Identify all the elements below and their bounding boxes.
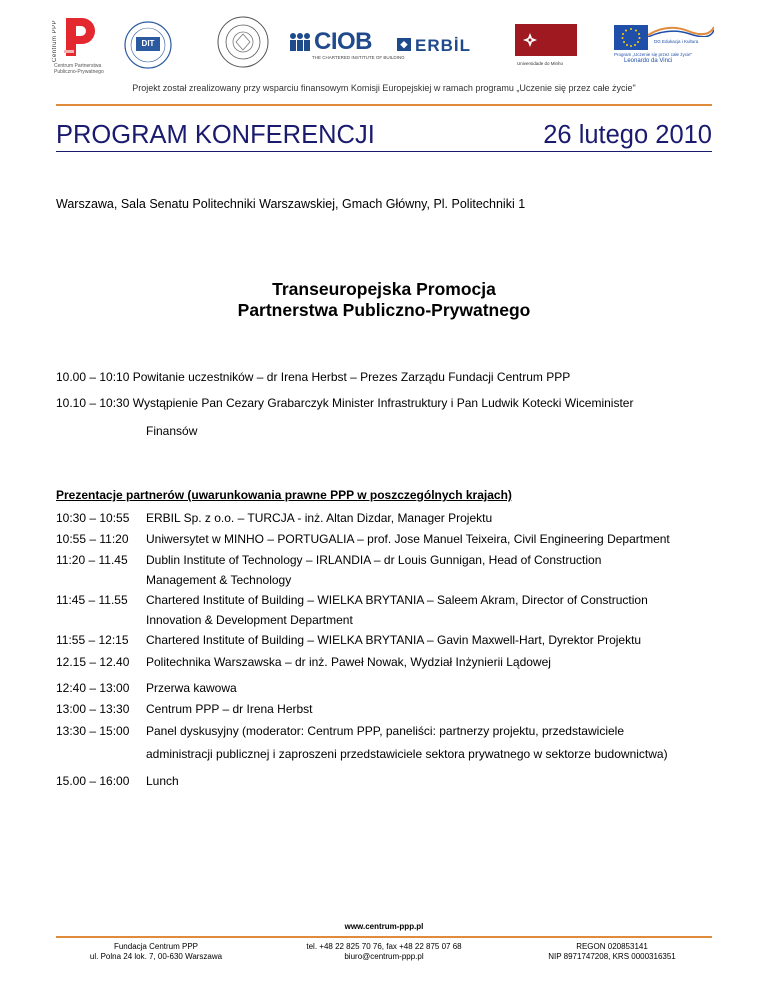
funding-note: Projekt został zrealizowany przy wsparciu finansowym Komisji Europejskiej w ramach programu „Uczenie się przez całe życie" [132,83,636,93]
eu-text-line3: Leonardo da Vinci [624,58,673,64]
schedule-desc: Chartered Institute of Building – WIELKA BRYTANIA – Gavin Maxwell-Hart, Dyrektor Projektu [146,633,642,647]
schedule-desc: Centrum PPP – dr Irena Herbst [146,702,313,716]
agenda-item-welcome: 10.00 – 10:10 Powitanie uczestników – dr Irena Herbst – Prezes Zarządu Fundacji Centrum PPP [56,370,571,384]
conference-title-line2: Partnerstwa Publiczno-Prywatnego [237,300,531,320]
section-heading: Prezentacje partnerów (uwarunkowania prawne PPP w poszczególnych krajach) [56,488,512,502]
erbil-logo [397,36,497,56]
header-divider [56,104,712,106]
pw-seal-icon [216,15,270,69]
agenda-item-speech: 10.10 – 10:30 Wystąpienie Pan Cezary Grabarczyk Minister Infrastruktury i Pan Ludwik Kotecki Wiceminister [56,396,634,410]
schedule-desc-cont: administracji publicznej i zaproszeni przedstawiciele sektora prywatnego w sektorze budownictwa) [146,747,668,761]
footer-registry [512,942,712,962]
erbil-mark-icon: ◆ [397,38,411,51]
footer-regon: REGON 020853141 [576,942,648,951]
erbil-text: ERBİL [415,36,471,55]
dit-logo [123,20,173,70]
ciob-subtitle: THE CHARTERED INSTITUTE OF BUILDING [312,55,405,60]
ciob-text: CIOB [314,28,372,55]
schedule-desc-cont: Innovation & Development Department [146,613,353,627]
eu-text-line1: DG Edukacja i Kultura [654,39,699,44]
schedule-desc: Panel dyskusyjny (moderator: Centrum PPP, paneliści: partnerzy projektu, przedstawiciele [146,724,624,738]
schedule-desc: Chartered Institute of Building – WIELKA BRYTANIA – Saleem Akram, Director of Construction [146,593,648,607]
schedule-time: 11:20 – 11.45 [56,553,128,567]
ciob-logo [288,28,405,62]
schedule-desc: Uniwersytet w MINHO – PORTUGALIA – prof. Jose Manuel Teixeira, Civil Engineering Department [146,532,670,546]
schedule-time: 10:55 – 11:20 [56,532,129,546]
footer-divider [56,936,712,938]
schedule-desc-cont: Management & Technology [146,573,292,587]
schedule-desc: Przerwa kawowa [146,681,237,695]
schedule-time: 11:55 – 12:15 [56,633,129,647]
schedule-time: 15.00 – 16:00 [56,774,130,788]
footer-website: www.centrum-ppp.pl [344,922,424,931]
centrum-ppp-logo [52,16,108,76]
footer-phone: tel. +48 22 825 70 76, fax +48 22 875 07 68 [306,942,462,951]
footer-email: biuro@centrum-ppp.pl [344,952,424,961]
schedule-desc: Politechnika Warszawska – dr inż. Paweł Nowak, Wydział Inżynierii Lądowej [146,655,551,669]
schedule-time: 11:45 – 11.55 [56,593,128,607]
page-title: PROGRAM KONFERENCJI [56,121,375,149]
minho-caption: Universidade do Minho [517,61,564,66]
schedule-time: 10:30 – 10:55 [56,511,130,525]
agenda-item-speech-cont: Finansów [146,424,198,438]
universidade-minho-logo [515,24,577,68]
ciob-people-icon [288,32,312,52]
footer-nip-krs: NIP 8971747208, KRS 0000316351 [548,952,676,961]
eu-flag-icon [614,25,648,50]
schedule-time: 12.15 – 12.40 [56,655,130,669]
schedule-time: 12:40 – 13:00 [56,681,130,695]
heading-underline [56,151,712,152]
footer-org-name: Fundacja Centrum PPP [113,942,199,951]
footer-street: ul. Polna 24 lok. 7, 00-630 Warszawa [89,952,223,961]
centrum-ppp-vertical-text: Centrum PPP [52,19,58,62]
politechnika-warszawska-logo [216,15,270,69]
footer-address [56,942,256,962]
eu-ribbon-icon [648,25,714,37]
footer-contact [284,942,484,962]
minho-flag-icon [515,24,577,56]
schedule-desc: Lunch [146,774,179,788]
schedule-desc: Dublin Institute of Technology – IRLANDIA – dr Louis Gunnigan, Head of Construction [146,553,602,567]
dit-text: DIT [141,39,155,48]
conference-date: 26 lutego 2010 [543,121,712,149]
schedule-time: 13:00 – 13:30 [56,702,130,716]
venue-text: Warszawa, Sala Senatu Politechniki Warszawskiej, Gmach Główny, Pl. Politechniki 1 [56,197,526,211]
centrum-ppp-caption: Centrum Partnerstwa Publiczno-Prywatnego [54,63,104,75]
ppp-p-icon [62,16,98,58]
eu-leonardo-logo [614,25,714,65]
eu-text-line2: Program „Uczenie się przez całe życie" [614,52,693,57]
schedule-time: 13:30 – 15:00 [56,724,130,738]
schedule-desc: ERBIL Sp. z o.o. – TURCJA - inż. Altan Dizdar, Manager Projektu [146,511,493,525]
conference-title-line1: Transeuropejska Promocja [272,279,496,299]
